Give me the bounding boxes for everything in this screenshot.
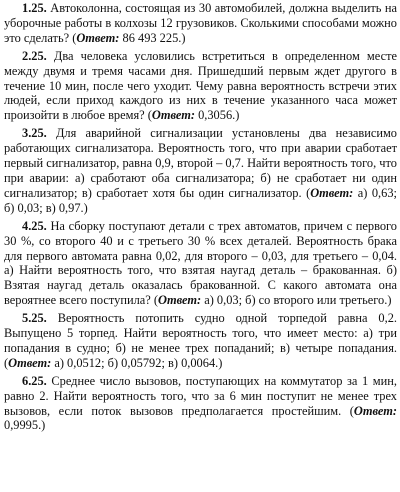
problem-text: Два человека условились встретиться в определенном месте между двумя и тремя часами дня. Пришедший первым ждет другого в течение 10 мин, после чего уходит. Чему равна вероятность встречи этих людей, если приход каждого из них в течение указанного часа может произойти в любое время? (: [4, 48, 397, 123]
answer-text: 86 493 225.): [119, 30, 186, 45]
problem-number: 2.25.: [22, 48, 47, 63]
problem-number: 6.25.: [22, 373, 47, 388]
answer-text: а) 0,0512; б) 0,05792; в) 0,0064.): [51, 355, 223, 370]
answer-text: а) 0,03; б) со второго или третьего.): [201, 293, 392, 308]
answer-label: Ответ:: [310, 185, 354, 200]
answer-text: 0,9995.): [4, 418, 46, 433]
problem-5-25: [4, 311, 397, 371]
problem-number: 4.25.: [22, 218, 47, 233]
answer-text: а) 0,63; б) 0,03; в) 0,97.): [4, 185, 397, 215]
answer-label: Ответ:: [8, 355, 52, 370]
problem-4-25: [4, 219, 397, 308]
answer-label: Ответ:: [353, 403, 397, 418]
problem-number: 3.25.: [22, 126, 47, 141]
problem-number: 1.25.: [22, 1, 47, 15]
answer-label: Ответ:: [151, 108, 195, 123]
problem-3-25: [4, 126, 397, 215]
problem-number: 5.25.: [22, 311, 47, 326]
problem-text: Автоколонна, состоящая из 30 автомобилей, должна выделить на уборочные работы в колхозы 12 грузовиков. Сколькими способами можно это сделать? (: [4, 1, 397, 45]
problem-text: Среднее число вызовов, поступающих на коммутатор за 1 мин, равно 2. Найти вероятность того, что за 6 мин поступит не менее трех вызовов, если поток вызовов предполагается простейшим. (: [4, 373, 397, 418]
problem-6-25: [4, 374, 397, 434]
problem-text: На сборку поступают детали с трех автоматов, причем с первого 30 %, со второго 40 и с третьего 30 % всех деталей. Вероятность брака для первого автомата равна 0,02, для второго – 0,03, для третьего – 0,04. а) Найти вероятность того, что взятая наугад деталь – бракованная. б) Взятая наугад деталь оказалась бракованной. С какого автомата она вероятнее всего поступила? (: [4, 218, 397, 308]
answer-label: Ответ:: [158, 293, 202, 308]
answer-text: 0,3056.): [194, 108, 240, 123]
answer-label: Ответ:: [76, 30, 120, 45]
problem-2-25: [4, 49, 397, 124]
problem-text: Вероятность потопить судно одной торпедой равна 0,2. Выпущено 5 торпед. Найти вероятность того, что имеет место: а) три попадания в судно; б) не менее трех попаданий; в) четыре попадания. (: [4, 311, 397, 370]
problem-text: Для аварийной сигнализации установлены два независимо работающих сигнализатора. Вероятность того, что при аварии сработает первый сигнализатор, равна 0,9, второй – 0,7. Найти вероятность того, что при аварии: а) сработают оба сигнализатора; б) не сработает ни один сигнализатор; в) сработает хотя бы один сигнализатор. (: [4, 126, 397, 200]
problem-1-25: [4, 1, 397, 46]
